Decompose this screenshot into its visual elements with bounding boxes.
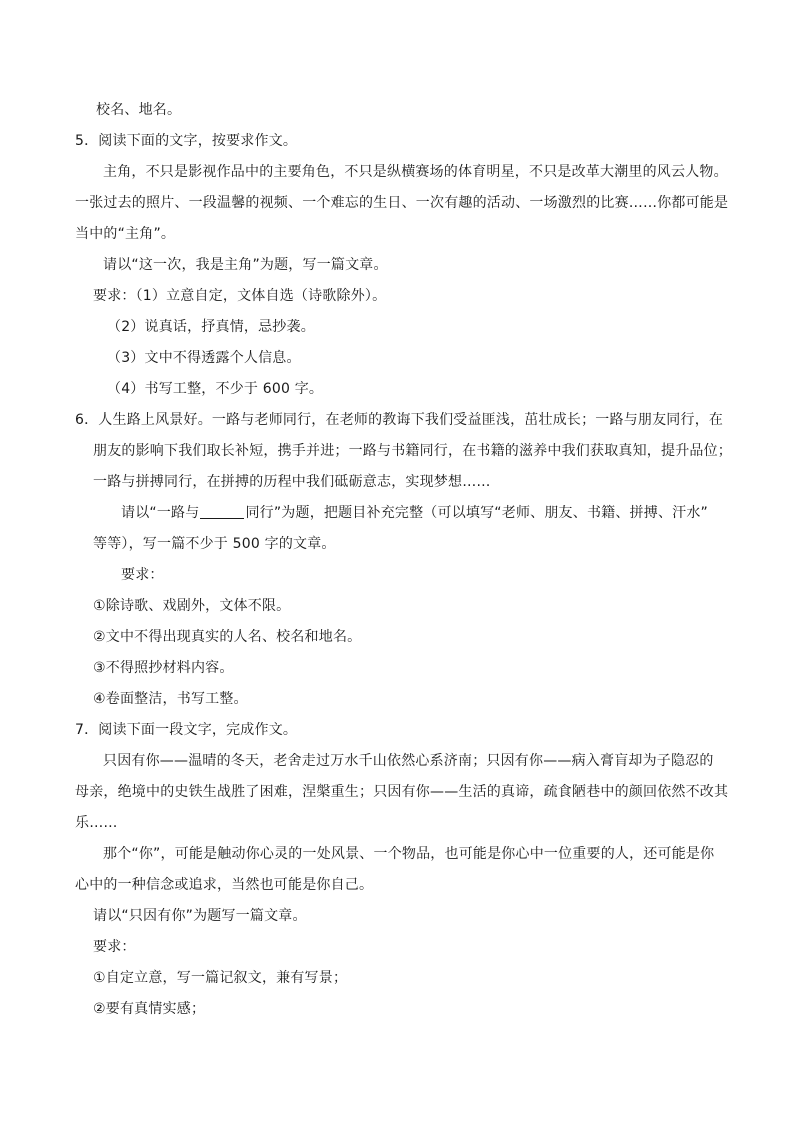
- fill-blank: [200, 504, 244, 519]
- text-line: 乐……: [75, 815, 118, 831]
- text-line: 母亲，绝境中的史铁生战胜了困难，涅槃重生；只因有你——生活的真谛，疏食陋巷中的颜回依然不改其: [75, 784, 729, 800]
- text-line: 朋友的影响下我们取长补短，携手并进；一路与书籍同行，在书籍的滋养中我们获取真知，提升品位；: [93, 443, 732, 459]
- text-line: 主角，不只是影视作品中的主要角色，不只是纵横赛场的体育明星，不只是改革大潮里的风云人物。: [103, 164, 728, 180]
- requirement-line: （3）文中不得透露个人信息。: [107, 350, 301, 366]
- requirement-line: ④卷面整洁，书写工整。: [93, 691, 248, 707]
- requirement-line: ①除诗歌、戏剧外，文体不限。: [93, 598, 291, 614]
- text-line: 等等），写一篇不少于 500 字的文章。: [93, 536, 336, 552]
- text-line: 心中的一种信念或追求，当然也可能是你自己。: [75, 877, 374, 893]
- requirement-line: ②要有真情实感；: [93, 1001, 206, 1017]
- requirement-line: ②文中不得出现真实的人名、校名和地名。: [93, 629, 362, 645]
- text-segment: 请以“一路与: [121, 505, 200, 521]
- requirement-line: （2）说真话，抒真情，忌抄袭。: [107, 319, 315, 335]
- requirement-heading: 要求：: [121, 567, 164, 583]
- text-line: 只因有你——温晴的冬天，老舍走过万水千山依然心系济南；只因有你——病入膏肓却为子隐忍的: [103, 753, 714, 769]
- text-line: 校名、地名。: [96, 102, 182, 118]
- text-line: 那个“你”，可能是触动你心灵的一处风景、一个物品，也可能是你心中一位重要的人，还可能是你: [103, 846, 715, 862]
- text-line-with-blank: [121, 504, 708, 522]
- requirement-line: ③不得照抄材料内容。: [93, 660, 234, 676]
- text-line: 一张过去的照片、一段温馨的视频、一个难忘的生日、一次有趣的活动、一场激烈的比赛……你都可能是: [75, 195, 729, 211]
- question-5-heading: 5．阅读下面的文字，按要求作文。: [75, 133, 298, 149]
- text-line: 一路与拼搏同行，在拼搏的历程中我们砥砺意志，实现梦想……: [93, 474, 491, 490]
- requirement-line: ①自定立意，写一篇记叙文，兼有写景；: [93, 970, 348, 986]
- requirement-line: （4）书写工整，不少于 600 字。: [107, 381, 324, 397]
- text-line: 当中的“主角”。: [75, 226, 176, 242]
- requirement-heading: 要求：: [93, 939, 136, 955]
- text-line: 请以“只因有你”为题写一篇文章。: [93, 908, 307, 924]
- question-6-heading: 6．人生路上风景好。一路与老师同行，在老师的教诲下我们受益匪浅，茁壮成长；一路与朋友同行，在: [75, 412, 724, 428]
- text-segment: 同行”为题，把题目补充完整（可以填写“老师、朋友、书籍、拼搏、汗水”: [245, 505, 709, 521]
- question-7-heading: 7．阅读下面一段文字，完成作文。: [75, 722, 298, 738]
- requirement-line: 要求：（1）立意自定，文体自选（诗歌除外）。: [93, 288, 387, 304]
- text-line: 请以“这一次，我是主角”为题，写一篇文章。: [103, 257, 388, 273]
